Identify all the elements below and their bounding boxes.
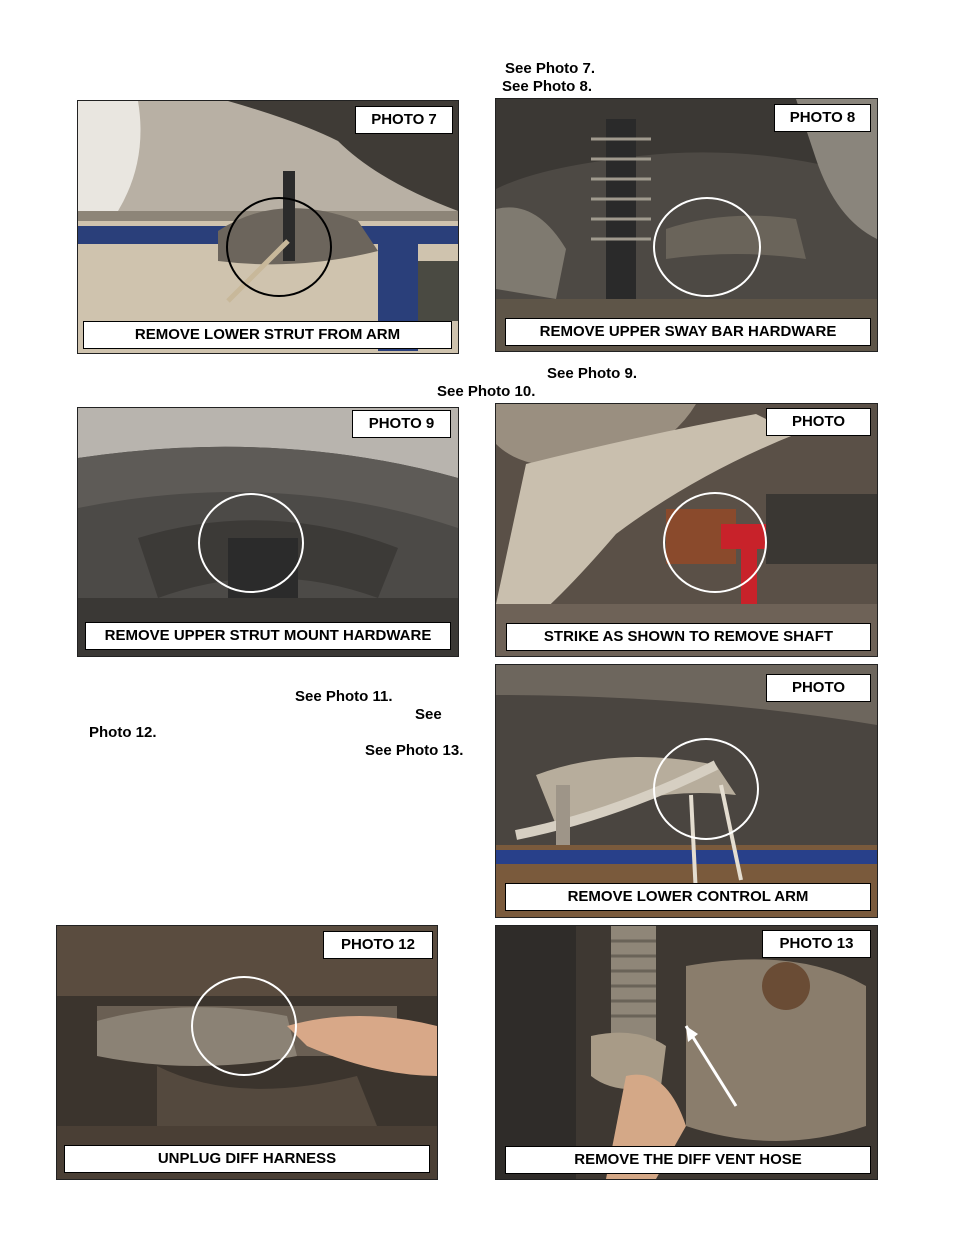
photo-8-tag: PHOTO 8 [774,104,871,132]
ref-photo-13: See Photo 13. [365,742,464,759]
ref-photo-12-b: Photo 12. [89,724,157,741]
ref-photo-10: See Photo 10. [437,383,536,400]
highlight-circle [198,493,304,593]
highlight-circle [653,738,759,840]
photo-10 [495,403,878,657]
photo-7-caption: REMOVE LOWER STRUT FROM ARM [83,321,452,349]
photo-7-tag: PHOTO 7 [355,106,453,134]
photo-13-image [496,926,877,1179]
photo-13 [495,925,878,1180]
highlight-circle [226,197,332,297]
photo-12 [56,925,438,1180]
photo-7 [77,100,459,354]
photo-10-caption: STRIKE AS SHOWN TO REMOVE SHAFT [506,623,871,651]
photo-9-tag: PHOTO 9 [352,410,451,438]
ref-photo-8: See Photo 8. [502,78,593,95]
photo-13-caption: REMOVE THE DIFF VENT HOSE [505,1146,871,1174]
photo-10-tag: PHOTO [766,408,871,436]
highlight-circle [653,197,761,297]
photo-13-tag: PHOTO 13 [762,930,871,958]
highlight-circle [191,976,297,1076]
ref-photo-9: See Photo 9. [547,365,638,382]
photo-9 [77,407,459,657]
photo-8-caption: REMOVE UPPER SWAY BAR HARDWARE [505,318,871,346]
photo-11-tag: PHOTO [766,674,871,702]
ref-photo-11: See Photo 11. [295,688,393,705]
highlight-circle [663,492,767,593]
ref-photo-7: See Photo 7. [505,60,596,77]
photo-8 [495,98,878,352]
photo-12-tag: PHOTO 12 [323,931,433,959]
photo-9-caption: REMOVE UPPER STRUT MOUNT HARDWARE [85,622,451,650]
photo-11-caption: REMOVE LOWER CONTROL ARM [505,883,871,911]
ref-photo-12-a: See [415,706,442,723]
photo-12-caption: UNPLUG DIFF HARNESS [64,1145,430,1173]
photo-11 [495,664,878,918]
